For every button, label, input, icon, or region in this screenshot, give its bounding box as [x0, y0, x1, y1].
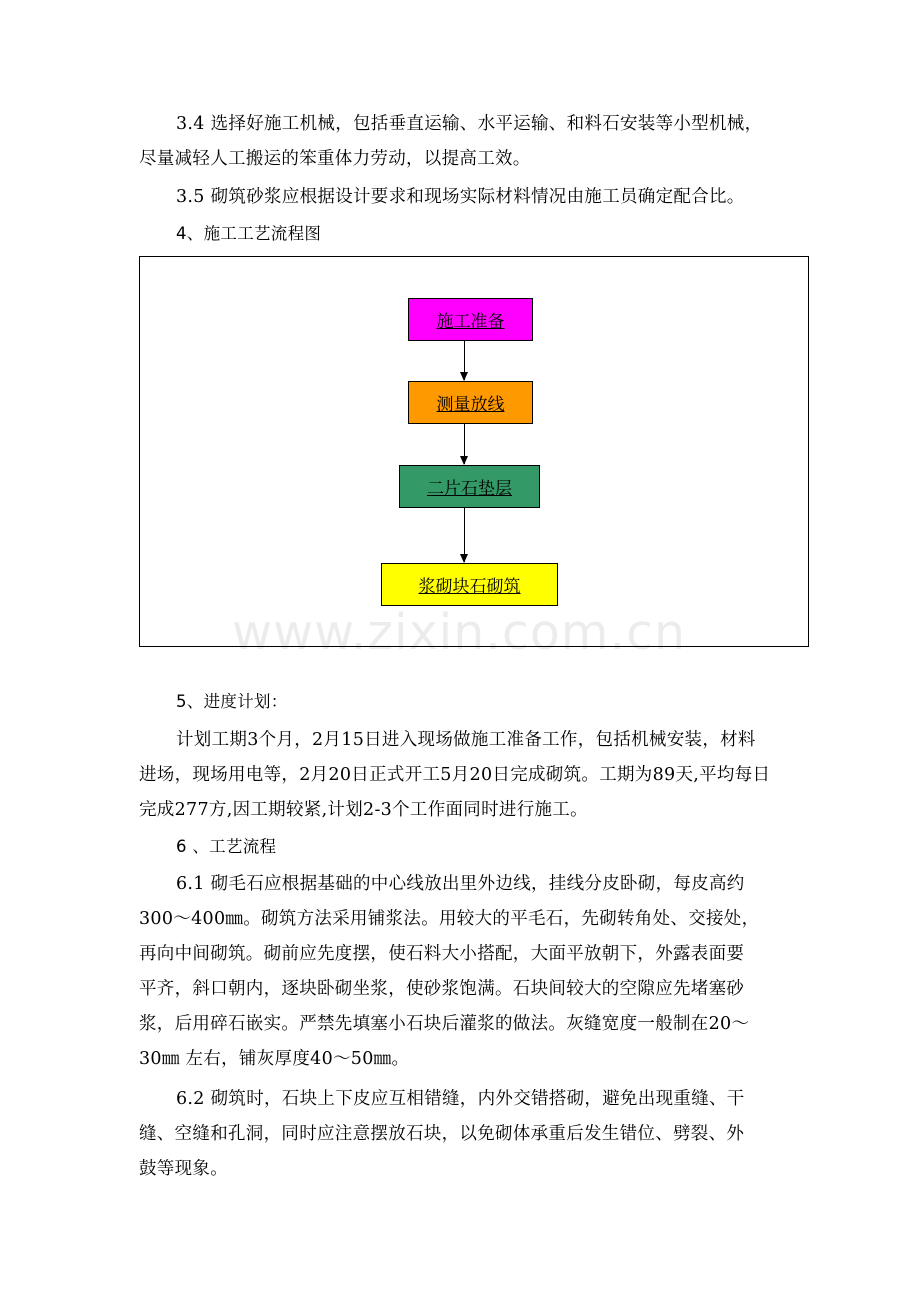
flow-step-gravel-layer: 二片石垫层: [399, 465, 540, 508]
section-5-line-2: 进场，现场用电等，2月20日正式开工5月20日完成砌筑。工期为89天,平均每日: [139, 765, 771, 785]
paragraph-3-4-line-2: 尽量减轻人工搬运的笨重体力劳动，以提高工效。: [139, 149, 531, 169]
section-4-heading: 4、施工工艺流程图: [176, 224, 322, 243]
paragraph-6-1-line-4: 平齐，斜口朝内，逐块卧砌坐浆，使砂浆饱满。石块间较大的空隙应先堵塞砂: [139, 979, 745, 999]
paragraph-6-2-line-3: 鼓等现象。: [139, 1159, 228, 1179]
watermark: www.zixin.com.cn: [232, 604, 687, 661]
flowchart-frame: [139, 256, 809, 647]
flow-step-masonry: 浆砌块石砌筑: [381, 563, 558, 606]
paragraph-3-4-line-1: 3.4 选择好施工机械，包括垂直运输、水平运输、和料石安装等小型机械，: [176, 114, 763, 134]
paragraph-3-5-line-1: 3.5 砌筑砂浆应根据设计要求和现场实际材料情况由施工员确定配合比。: [176, 187, 745, 207]
flow-step-survey: 测量放线: [408, 381, 533, 424]
paragraph-6-1-line-6: 30㎜ 左右，铺灰厚度40～50㎜。: [139, 1049, 410, 1069]
paragraph-6-1-line-3: 再向中间砌筑。砌前应先度摆，使石料大小搭配，大面平放朝下，外露表面要: [139, 944, 745, 964]
flow-arrow-3: [464, 507, 465, 562]
flow-arrow-1: [464, 340, 465, 380]
section-5-line-3: 完成277方,因工期较紧,计划2-3个工作面同时进行施工。: [139, 800, 588, 820]
section-5-heading: 5、进度计划：: [176, 692, 288, 711]
section-6-heading: 6 、工艺流程: [176, 837, 277, 856]
flow-arrow-2: [464, 423, 465, 464]
section-5-line-1: 计划工期3个月，2月15日进入现场做施工准备工作，包括机械安装，材料: [176, 730, 756, 750]
paragraph-6-1-line-1: 6.1 砌毛石应根据基础的中心线放出里外边线，挂线分皮卧砌，每皮高约: [176, 874, 745, 894]
paragraph-6-2-line-1: 6.2 砌筑时，石块上下皮应互相错缝，内外交错搭砌，避免出现重缝、干: [176, 1089, 745, 1109]
paragraph-6-2-line-2: 缝、空缝和孔洞，同时应注意摆放石块，以免砌体承重后发生错位、劈裂、外: [139, 1124, 745, 1144]
paragraph-6-1-line-2: 300～400㎜。砌筑方法采用铺浆法。用较大的平毛石，先砌转角处、交接处，: [139, 909, 760, 929]
paragraph-6-1-line-5: 浆，后用碎石嵌实。严禁先填塞小石块后灌浆的做法。灰缝宽度一般制在20～: [139, 1014, 750, 1034]
flow-step-prepare: 施工准备: [408, 298, 533, 341]
